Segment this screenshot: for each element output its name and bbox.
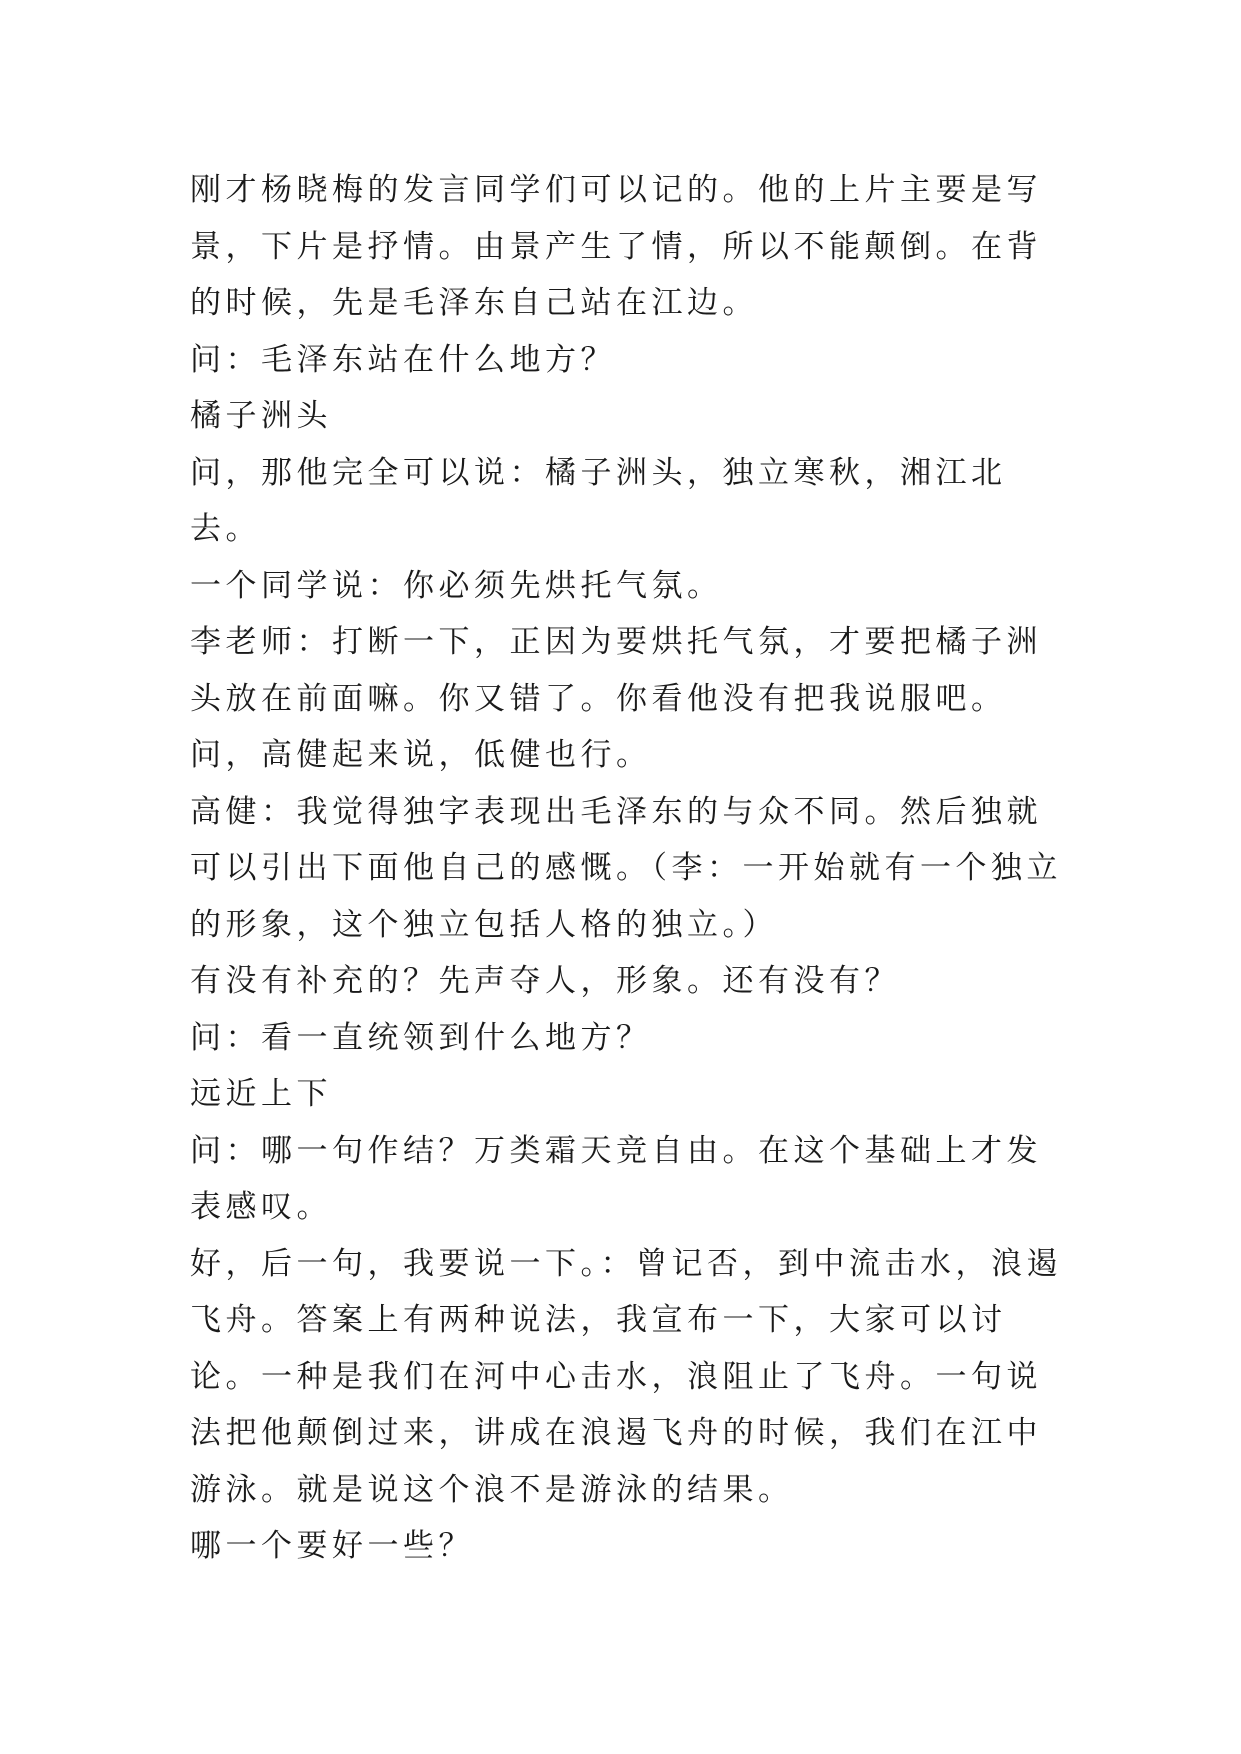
paragraph: 哪一个要好一些？ xyxy=(190,1528,474,1564)
paragraph: 刚才杨晓梅的发言同学们可以记的。他的上片主要是写景，下片是抒情。由景产生了情，所以不能颠倒。在背的时候，先是毛泽东自己站在江边。 xyxy=(190,172,1042,321)
paragraph: 李老师：打断一下，正因为要烘托气氛，才要把橘子洲头放在前面嘛。你又错了。你看他没有把我说服吧。 xyxy=(190,624,1042,717)
paragraph: 问：看一直统领到什么地方？ xyxy=(190,1019,652,1056)
paragraph: 远近上下 xyxy=(190,1076,332,1112)
paragraph: 好，后一句，我要说一下。：曾记否，到中流击水，浪遏飞舟。答案上有两种说法，我宣布一下，大家可以讨论。一种是我们在河中心击水，浪阻止了飞舟。一句说法把他颠倒过来，讲成在浪遏飞舟的时候，我们在江中游泳。就是说这个浪不是游泳的结果。 xyxy=(190,1245,1062,1508)
paragraph: 问，高健起来说，低健也行。 xyxy=(190,737,652,773)
paragraph: 问：毛泽东站在什么地方？ xyxy=(190,341,616,378)
paragraph: 一个同学说：你必须先烘托气氛。 xyxy=(190,567,723,604)
paragraph: 高健：我觉得独字表现出毛泽东的与众不同。然后独就可以引出下面他自己的感慨。（李：一开始就有一个独立的形象，这个独立包括人格的独立。） xyxy=(190,793,1062,943)
paragraph: 橘子洲头 xyxy=(190,398,332,434)
paragraph: 问，那他完全可以说：橘子洲头，独立寒秋，湘江北去。 xyxy=(190,454,1007,547)
paragraph: 有没有补充的？先声夺人，形象。还有没有？ xyxy=(190,963,900,999)
paragraph: 问：哪一句作结？万类霜天竞自由。在这个基础上才发表感叹。 xyxy=(190,1132,1042,1225)
document-body xyxy=(190,162,1070,1575)
